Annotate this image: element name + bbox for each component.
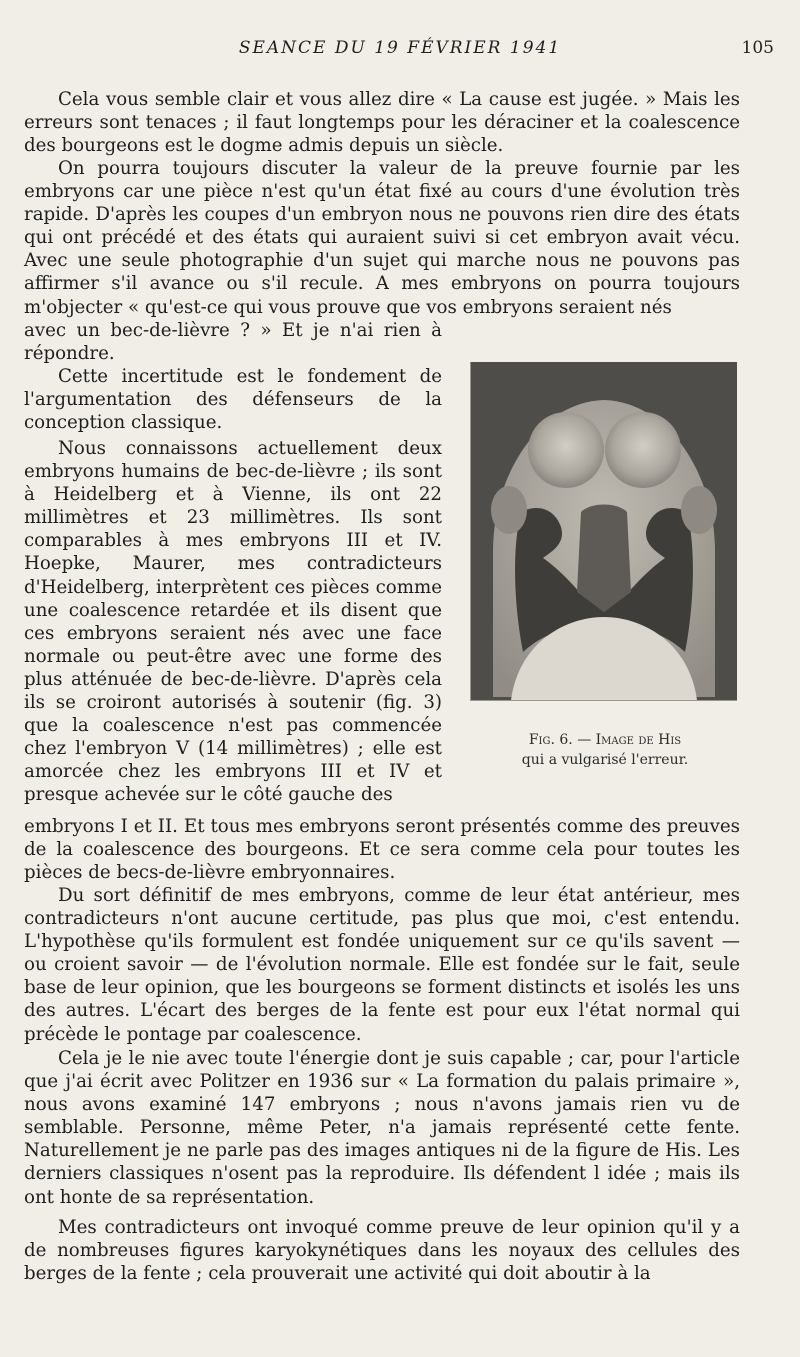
page-number: 105 — [741, 38, 774, 58]
caption-text-1: — Image de His — [577, 732, 682, 748]
running-title: SEANCE DU 19 FÉVRIER 1941 — [238, 38, 562, 58]
running-header — [24, 38, 776, 62]
paragraph-2-continued: avec un bec-de-lièvre ? » Et je n'ai rien à répondre. — [24, 320, 442, 365]
paragraph-2: On pourra toujours discuter la valeur de la preuve fournie par les embryons car une pièce n'est qu'un état fixé au cours d'une évolution très rapide. D'après les coupes d'un embryon nous ne pouvons rien dire des états qui ont précédé et des états qui auraient suivi si cet embryon avait vécu. Avec une seule photographie d'un sujet qui marche nous ne pouvons pas affirmer s'il avance ou s'il recule. A mes embryons on pourra toujours m'objecter « qu'est-ce qui vous prouve que vos embryons seraient nés — [24, 158, 740, 318]
figure-embryo-photograph — [470, 362, 737, 701]
paragraph-3: Cette incertitude est le fondement de l'argumentation des défenseurs de la conception classique. — [24, 366, 442, 434]
paragraph-6: Cela je le nie avec toute l'énergie dont je suis capable ; car, pour l'article que j'ai écrit avec Politzer en 1936 sur « La formation du palais primaire », nous avons examiné 147 embryons ; nous n'avons jamais rien vu de semblable. Personne, même Peter, n'a jamais représenté cette fente. Naturellement je ne parle pas des images antiques ni de la figure de His. Les derniers classiques n'osent pas la reproduire. Ils défendent l idée ; mais ils ont honte de sa représentation. — [24, 1048, 740, 1208]
paragraph-1: Cela vous semble clair et vous allez dire « La cause est jugée. » Mais les erreurs sont tenaces ; il faut longtemps pour les déraciner et la coalescence des bourgeons est le dogme admis depuis un siècle. — [24, 89, 740, 157]
paragraph-4: Nous connaissons actuellement deux embryons humains de bec-de-lièvre ; ils sont à Heidelberg et à Vienne, ils ont 22 millimètres et 23 millimètres. Ils sont comparables à mes embryons III et IV. Hoepke, Maurer, mes contradicteurs d'Heidelberg, interprètent ces pièces comme une coalescence retardée et ils disent que ces embryons seraient nés avec une face normale ou peut-être avec une forme des plus atténuée de bec-de-lièvre. D'après cela ils se croiront autorisés à soutenir (fig. 3) que la coalescence n'est pas commencée chez l'embryon V (14 millimètres) ; elle est amorcée chez les embryons III et IV et presque achevée sur le côté gauche des — [24, 438, 442, 806]
paragraph-4-continued: embryons I et II. Et tous mes embryons seront présentés comme des preuves de la coalescence des bourgeons. Et ce sera comme cela pour toutes les pièces de becs-de-lièvre embryonnaires. — [24, 816, 740, 884]
embryo-illustration — [471, 362, 737, 700]
figure-caption — [470, 730, 740, 770]
caption-line-1 — [470, 730, 740, 750]
paragraph-7: Mes contradicteurs ont invoqué comme preuve de leur opinion qu'il y a de nombreuses figures karyokynétiques dans les noyaux des cellules des berges de la fente ; cela prouverait une activité qui doit aboutir à la — [24, 1217, 740, 1285]
caption-line-2: qui a vulgarisé l'erreur. — [521, 752, 689, 768]
paragraph-5: Du sort définitif de mes embryons, comme de leur état antérieur, mes contradicteurs n'ont aucune certitude, pas plus que moi, c'est entendu. L'hypothèse qu'ils formulent est fondée uniquement sur ce qu'ils savent — ou croient savoir — de l'évolution normale. Elle est fondée sur le fait, seule base de leur opinion, que les bourgeons se forment distincts et isolés les uns des autres. L'écart des berges de la fente est pour eux l'état normal qui précède le pontage par coalescence. — [24, 885, 740, 1045]
figure-label: Fig. 6. — [528, 732, 573, 748]
